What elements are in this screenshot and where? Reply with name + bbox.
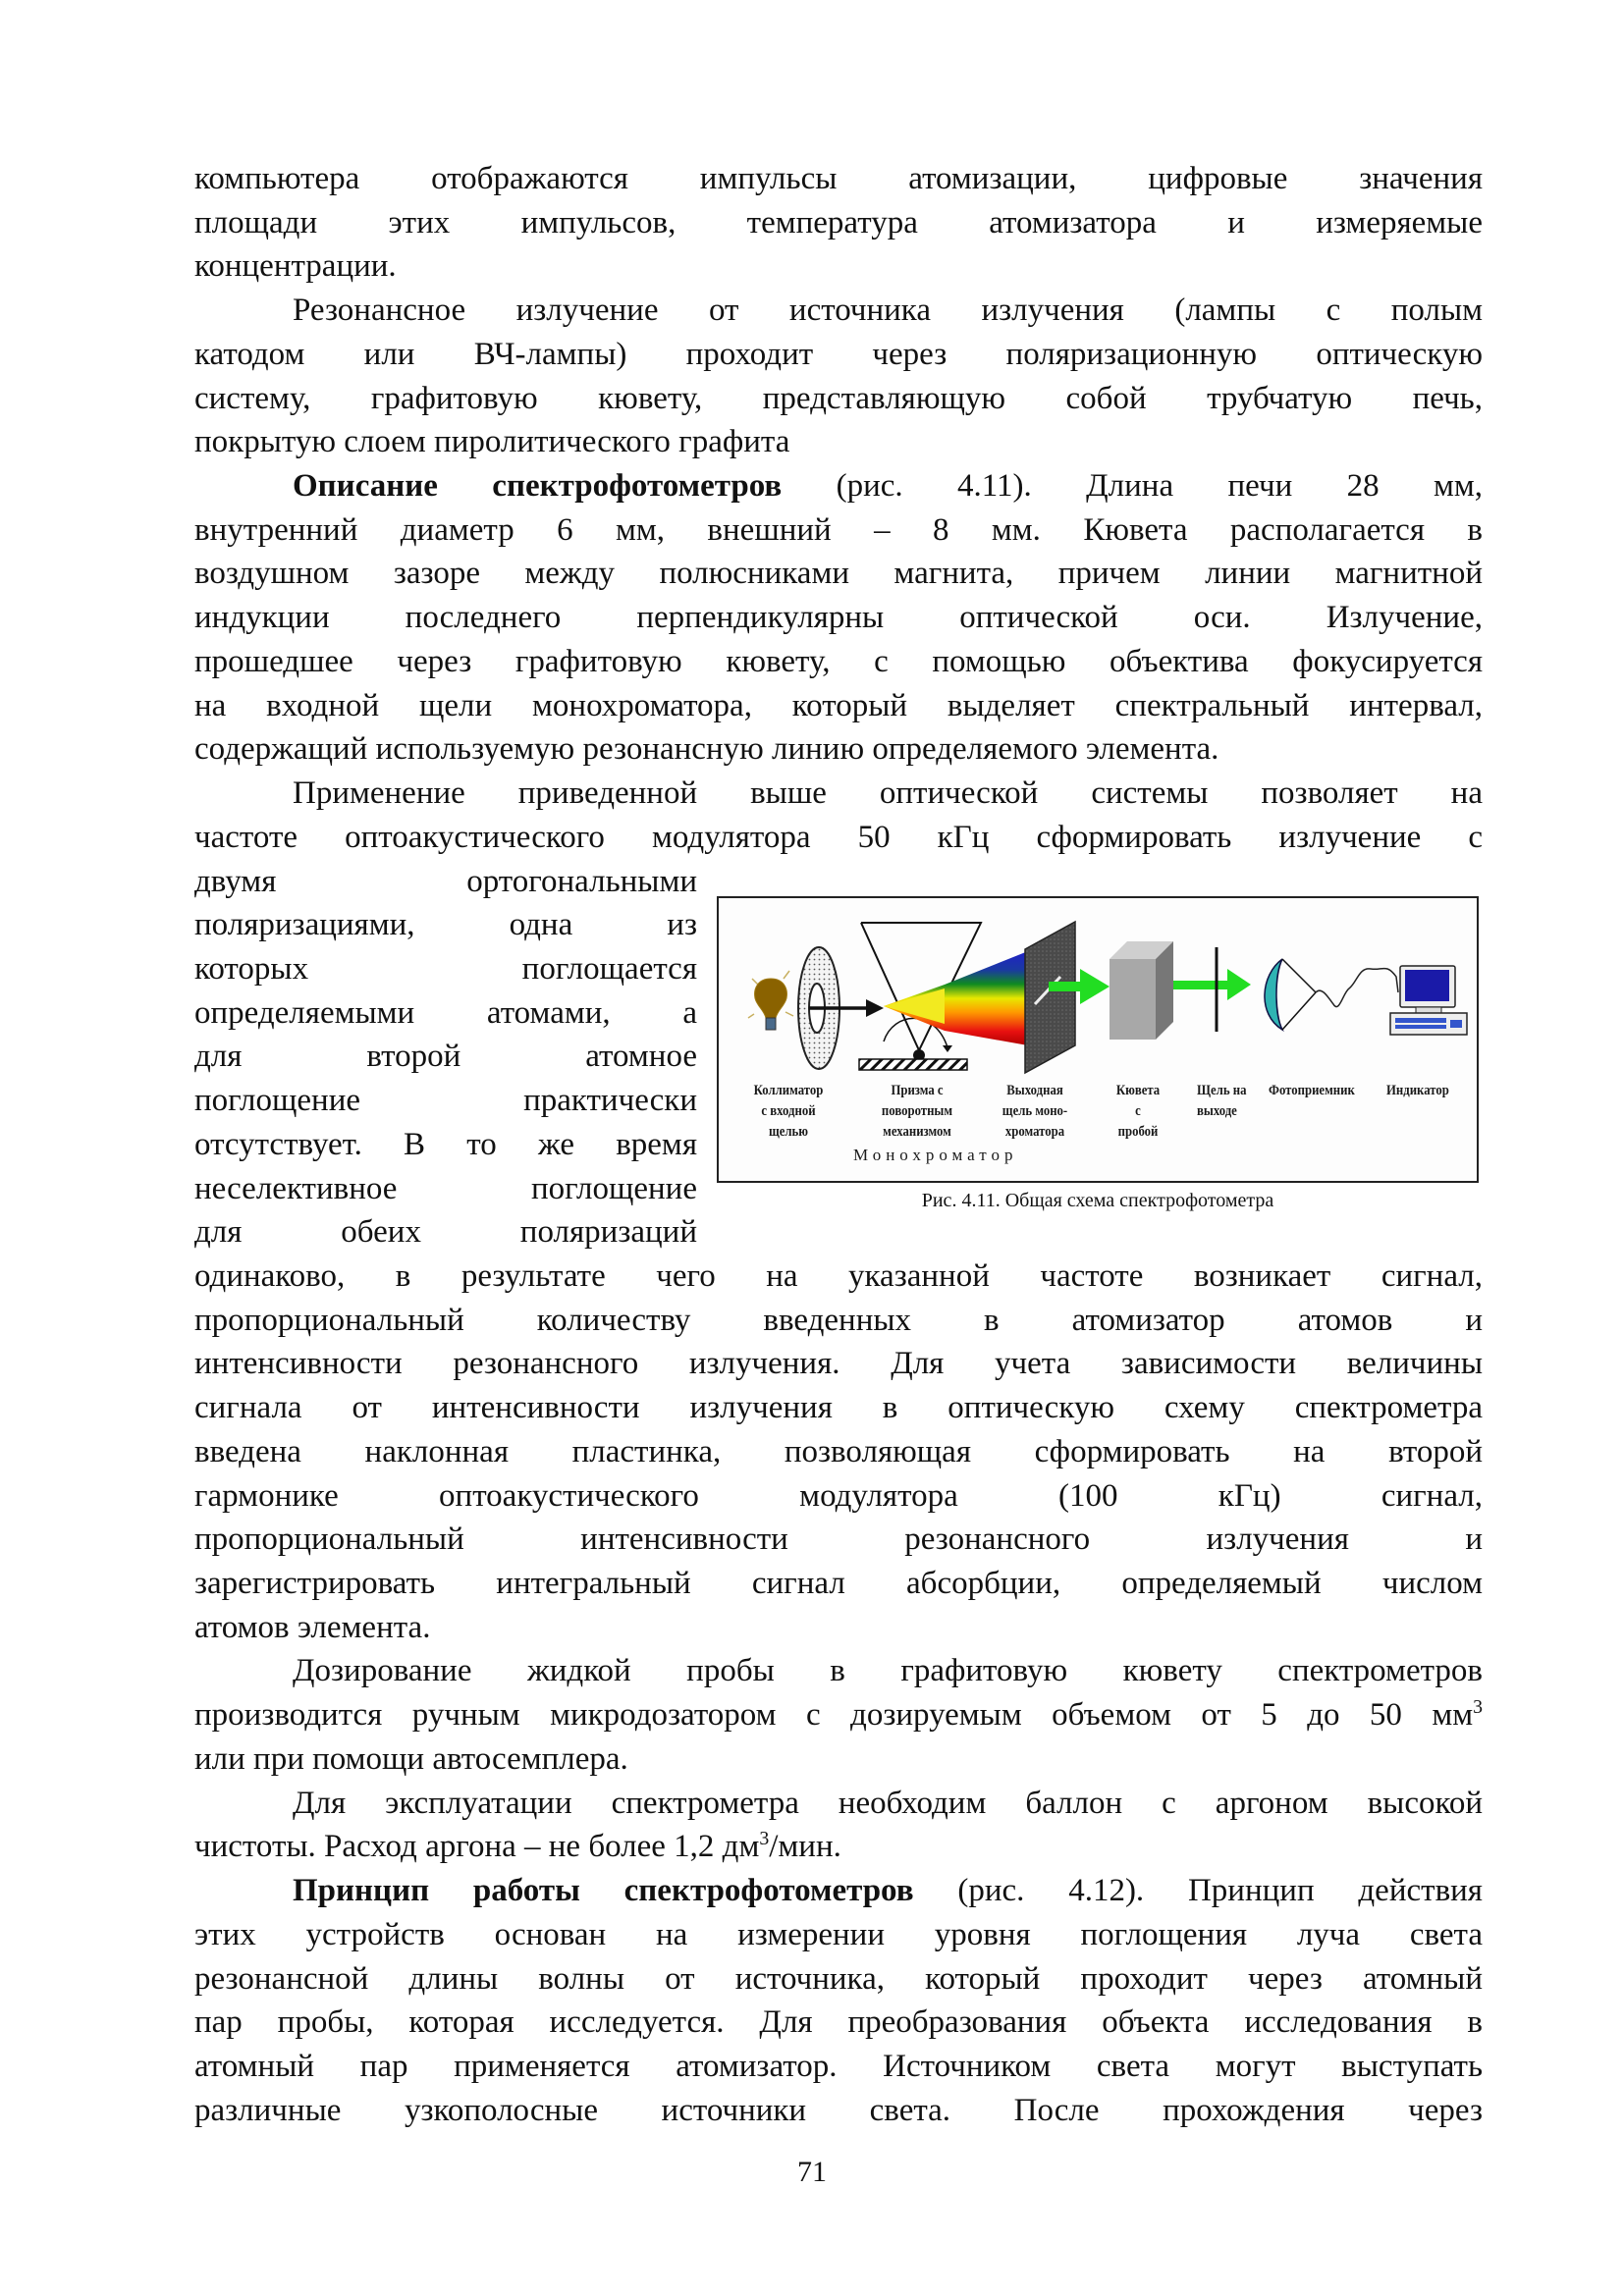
bold-heading: Описание спектрофотометров [293,468,783,505]
figure-label-indicator [1386,1081,1449,1101]
line-text: введена наклонная пластинка, позволяющая сформировать на второй [194,1433,1483,1469]
text-line [194,727,1483,772]
line-text: индукции последнего перпендикулярны оптической оси. Излучение, [194,600,1483,636]
figure-label-line: Кювета [1115,1083,1161,1098]
monochromator-group-label: Монохроматор [853,1146,1018,1164]
figure-label-line: механизмом [883,1124,951,1140]
figure-label-output-slit [1197,1081,1246,1122]
line-text: воздушном зазоре между полюсниками магнита, причем линии магнитной [194,556,1483,592]
line-text: для второй атомное [194,1039,697,1075]
text-line [194,640,1483,684]
spectrum-fan-icon [884,951,1028,1045]
text-line [194,1782,1483,1826]
text-line [194,2001,1483,2045]
text-line [194,1693,1483,1737]
text-line [194,1035,697,1079]
line-text: сигнала от интенсивности излучения в оптическую схему спектрометра [194,1390,1483,1426]
line-text: (рис. 4.11). Длина печи 28 мм, [782,468,1483,505]
line-text: поглощение практически [194,1083,697,1119]
line-text: гармонике оптоакустического модулятора (100 кГц) сигнал, [194,1477,1483,1514]
figure-caption: Рис. 4.11. Общая схема спектрофотометра [921,1190,1274,1211]
text-line [194,1825,1483,1869]
line-text: атомный пар применяется атомизатор. Источником света могут выступать [194,2048,1483,2084]
text-line [194,860,697,904]
figure-label-photodetector [1269,1081,1355,1101]
cuvette-icon [1110,941,1173,1040]
text-line [194,333,1483,377]
text-line [194,552,1483,596]
line-text: Для эксплуатации спектрометра необходим баллон с аргоном высокой [293,1785,1483,1821]
text-line [194,1255,1483,1299]
line-text: зарегистрировать интегральный сигнал абсорбции, определяемый числом [194,1566,1483,1602]
line-text-after: /мин. [769,1829,841,1865]
text-line [194,772,1483,816]
text-line [194,1386,1483,1430]
line-text: этих устройств основан на измерении уровня поглощения луча света [194,1916,1483,1952]
figure-label-line: щель моно- [1001,1103,1068,1119]
line-text: концентрации. [194,248,397,285]
text-line [194,1649,1483,1693]
text-line [194,1210,697,1255]
figure-label-exit-slit [985,1081,1085,1143]
figure-label-line: выходе [1197,1103,1237,1119]
line-text: прошедшее через графитовую кювету, с помощью объектива фокусируется [194,643,1483,679]
line-text: или при помощи автосемплера. [194,1740,628,1777]
computer-icon [1390,966,1467,1035]
line-text: катодом или ВЧ-лампы) проходит через поляризационную оптическую [194,336,1483,372]
text-line [194,1869,1483,1913]
figure-label-line: Выходная [1006,1083,1063,1098]
line-text: Применение приведенной выше оптической системы позволяет на [293,775,1483,812]
photodetector-icon [1265,959,1398,1030]
text-line [194,1167,697,1211]
line-text: на входной щели монохроматора, который выделяет спектральный интервал, [194,687,1483,723]
page-number: 71 [797,2156,827,2188]
figure-spectrophotometer-scheme [717,896,1479,1183]
figure-label-line: Призма с [891,1083,944,1098]
text-line [194,991,697,1036]
line-text: (рис. 4.12). Принцип действия [913,1873,1483,1909]
text-line [194,508,1483,553]
text-line [194,903,697,947]
text-line [194,1606,1483,1650]
line-text: площади этих импульсов, температура атомизатора и измеряемые [194,204,1483,240]
text-line [194,1474,1483,1519]
text-line [194,1957,1483,2002]
text-line [194,289,1483,333]
beam-arrow-2-icon [1173,969,1251,1000]
line-text: интенсивности резонансного излучения. Для учета зависимости величины [194,1346,1483,1382]
line-text: отсутствует. В то же время [194,1126,697,1162]
figure-label-line: хроматора [1004,1124,1065,1140]
text-line [194,2089,1483,2133]
line-text: двумя ортогональными [194,863,697,899]
line-text: неселективное поглощение [194,1170,697,1206]
figure-label-line: с входной [761,1103,816,1119]
line-text: пропорциональный количеству введенных в атомизатор атомов и [194,1302,1483,1338]
text-line [194,377,1483,421]
superscript: 3 [759,1828,770,1850]
line-text: Резонансное излучение от источника излучения (лампы с полым [293,293,1483,329]
figure-label-cuvette [1088,1081,1188,1143]
line-text: компьютера отображаются импульсы атомизации, цифровые значения [194,161,1483,196]
figure-label-line: Фотоприемник [1269,1083,1355,1098]
figure-label-line: Коллиматор [753,1083,824,1098]
figure-label-line: поворотным [881,1103,953,1119]
text-line [194,1518,1483,1562]
exit-slit-panel-icon [1025,922,1075,1073]
line-text: одинаково, в результате чего на указанной частоте возникает сигнал, [194,1258,1483,1294]
text-line [194,1342,1483,1386]
text-line [194,684,1483,728]
text-line [194,816,1483,860]
text-line [194,1430,1483,1474]
line-text: Дозирование жидкой пробы в графитовую кювету спектрометров [293,1653,1483,1689]
text-line [194,157,1483,201]
text-line [194,420,1483,464]
figure-label-collimator [738,1081,839,1143]
text-line [194,1123,697,1167]
line-text: содержащий используемую резонансную линию определяемого элемента. [194,731,1219,768]
figure-label-prism [867,1081,967,1143]
text-line [194,1562,1483,1606]
lamp-icon [748,971,793,1030]
text-line [194,1079,697,1123]
line-text: пропорциональный интенсивности резонансного излучения и [194,1522,1483,1558]
text-line [194,201,1483,245]
figure-label-line: Индикатор [1386,1083,1449,1098]
text-line [194,464,1483,508]
figure-label-line: Щель на [1197,1083,1247,1098]
line-text: определяемыми атомами, а [194,994,697,1031]
figure-label-line: пробой [1117,1124,1159,1140]
line-text: различные узкополосные источники света. После прохождения через [194,2092,1483,2128]
line-text: производится ручным микродозатором с дозируемым объемом от 5 до 50 мм [194,1697,1474,1734]
line-text: внутренний диаметр 6 мм, внешний – 8 мм. Кювета располагается в [194,511,1483,548]
text-line [194,1913,1483,1957]
text-line [194,1299,1483,1343]
bold-heading: Принцип работы спектрофотометров [293,1873,914,1909]
line-text: поляризациями, одна из [194,907,697,943]
text-line [194,2045,1483,2089]
figure-label-line: щелью [768,1124,809,1140]
line-text: резонансной длины волны от источника, который проходит через атомный [194,1960,1483,1997]
line-text: атомов элемента. [194,1609,431,1645]
line-text: пар пробы, которая исследуется. Для преобразования объекта исследования в [194,2004,1483,2041]
line-text: которых поглощается [194,950,697,987]
line-text: чистоты. Расход аргона – не более 1,2 дм [194,1829,760,1865]
figure-label-line: с [1135,1103,1141,1119]
text-line [194,244,1483,289]
text-line [194,947,697,991]
text-line [194,1737,1483,1782]
text-line [194,596,1483,640]
line-text: систему, графитовую кювету, представляющую собой трубчатую печь, [194,380,1483,416]
line-text: частоте оптоакустического модулятора 50 кГц сформировать излучение с [194,819,1483,855]
superscript: 3 [1473,1696,1483,1719]
line-text: покрытую слоем пиролитического графита [194,424,790,460]
line-text: для обеих поляризаций [194,1214,697,1251]
